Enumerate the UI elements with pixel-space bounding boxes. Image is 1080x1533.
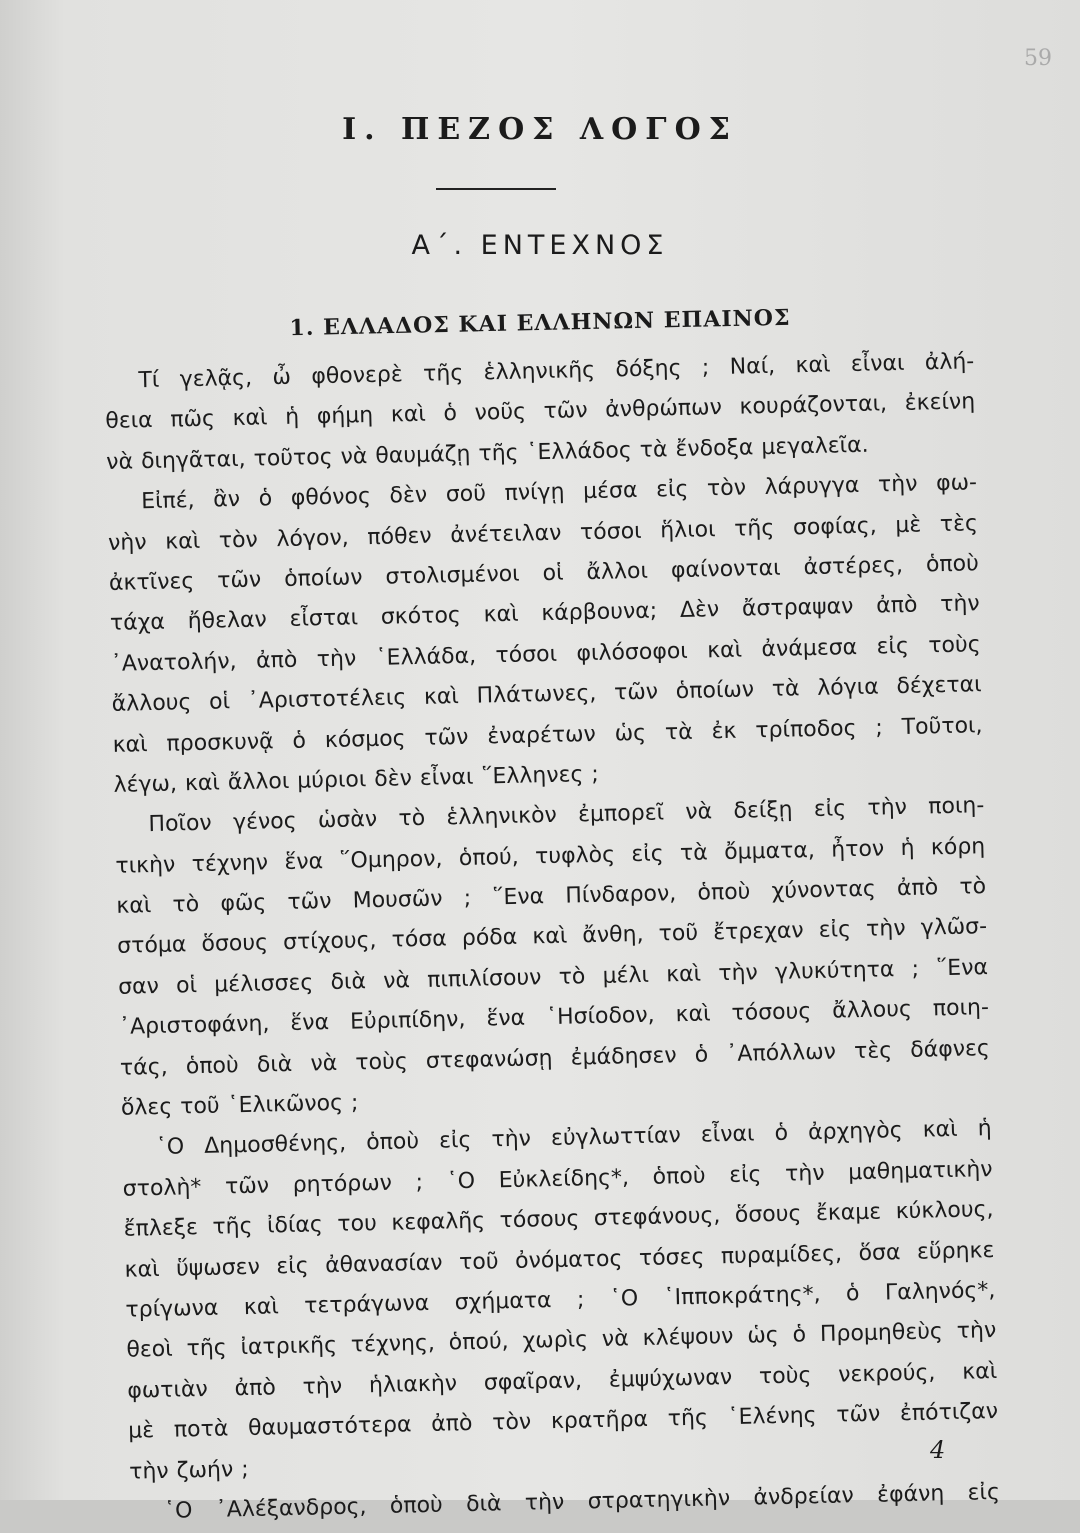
text-line: ἄλλους οἱ ᾿Αριστοτέλεις καὶ Πλάτωνες, τῶν ὁποίων τὰ λόγια δέχεται <box>111 672 982 718</box>
text-line: Ποῖον γένος ὡσὰν τὸ ἑλληνικὸν ἐμπορεῖ νὰ δείξῃ εἰς τὴν ποιη- <box>148 793 985 838</box>
text-line: τὴν ζωήν ; <box>128 1456 249 1485</box>
text-line: νὰ διηγᾶται, τοῦτος νὰ θαυμάζῃ τῆς ῾Ελλάδος τὰ ἔνδοξα μεγαλεῖα. <box>105 432 869 475</box>
text-line: ῾Ο Δημοσθένης, ὁποὺ εἰς τὴν εὐγλωττίαν εἶναι ὁ ἀρχηγὸς καὶ ἡ <box>155 1116 992 1161</box>
text-line: Τί γελᾷς, ὦ φθονερὲ τῆς ἑλληνικῆς δόξης ; Ναί, καὶ εἶναι ἀλή- <box>138 349 975 394</box>
faint-page-number: 59 <box>1024 46 1052 71</box>
text-line: θεοὶ τῆς ἰατρικῆς τέχνης, ὁπού, χωρὶς νὰ κλέψουν ὡς ὁ Προμηθεὺς τὴν <box>126 1318 997 1364</box>
text-line: ᾿Ανατολήν, ἀπὸ τὴν ῾Ελλάδα, τόσοι φιλόσοφοι καὶ ἀνάμεσα εἰς τοὺς <box>110 631 981 677</box>
text-line: Εἰπέ, ἂν ὁ φθόνος δὲν σοῦ πνίγῃ μέσα εἰς τὸν λάρυγγα τὴν φω- <box>140 470 978 515</box>
title-divider <box>436 188 556 190</box>
text-line: τικὴν τέχνην ἕνα ῞Ομηρον, ὁπού, τυφλὸς εἰς τὰ ὄμματα, ἦτον ἡ κόρη <box>115 833 986 879</box>
text-line: λέγω, καὶ ἄλλοι μύριοι δὲν εἶναι ῞Ελληνες ; <box>113 761 600 798</box>
text-line: τάχα ἤθελαν εἶσται σκότος καὶ κάρβουνα; Δὲν ἄστραψαν ἀπὸ τὴν <box>109 591 981 637</box>
folio-mark: 4 <box>930 1436 946 1464</box>
text-line: ῾Ο ᾿Αλέξανδρος, ὁποὺ διὰ τὴν στρατηγικὴν ἀνδρείαν ἐφάνη εἰς <box>163 1479 1001 1524</box>
text-line: ἀκτῖνες τῶν ὁποίων στολισμένοι οἱ ἄλλοι φαίνονται ἀστέρες, ὁποὺ <box>108 551 980 596</box>
section-title: Α΄. ΕΝΤΕΧΝΟΣ <box>411 230 669 261</box>
text-line: καὶ ὕψωσεν εἰς ἀθανασίαν τοῦ ὀνόματος τόσες πυραμίδες, ὅσα εὕρηκε <box>124 1237 995 1283</box>
text-line: θεια πῶς καὶ ἡ φήμη καὶ ὁ νοῦς τῶν ἀνθρώπων κουράζονται, ἐκείνη <box>105 389 976 435</box>
text-line: ἔπλεξε τῆς ἰδίας του κεφαλῆς τόσους στεφάνους, ὅσους ἔκαμε κύκλους, <box>123 1197 994 1242</box>
text-line: καὶ τὸ φῶς τῶν Μουσῶν ; ῞Ενα Πίνδαρον, ὁποὺ χύνοντας ἀπὸ τὸ <box>116 874 987 919</box>
text-line: καὶ προσκυνᾷ ὁ κόσμος τῶν ἐναρέτων ὡς τὰ ἐκ τρίποδος ; Τοῦτοι, <box>112 712 983 758</box>
body-text <box>104 342 1000 1533</box>
text-line: σαν οἱ μέλισσες διὰ νὰ πιπιλίσουν τὸ μέλι καὶ τὴν γλυκύτητα ; ῞Ενα <box>117 954 989 1000</box>
text-line: ὅλες τοῦ ῾Ελικῶνος ; <box>120 1090 359 1121</box>
text-line: μὲ ποτὰ θαυμαστότερα ἀπὸ τὸν κρατῆρα τῆς ῾Ελένης τῶν ἐπότιζαν <box>127 1399 999 1444</box>
text-line: ᾿Αριστοφάνη, ἕνα Εὐριπίδην, ἕνα ῾Ησίοδον, καὶ τόσους ἄλλους ποιη- <box>118 995 990 1041</box>
text-line: τρίγωνα καὶ τετράγωνα σχήματα ; ῾Ο ῾Ιπποκράτης*, ὁ Γαληνός*, <box>125 1278 996 1323</box>
text-line: φωτιὰν ἀπὸ τὴν ἡλιακὴν σφαῖραν, ἐμψύχωναν τοὺς νεκρούς, καὶ <box>127 1358 998 1404</box>
text-line: τάς, ὁποὺ διὰ νὰ τοὺς στεφανώσῃ ἐμάδησεν ὁ ᾿Απόλλων τὲς δάφνες <box>119 1035 991 1081</box>
text-line: νὴν καὶ τὸν λόγον, πόθεν ἀνέτειλαν τόσοι ἥλιοι τῆς σοφίας, μὲ τὲς <box>107 510 979 556</box>
text-line: στόμα ὅσους στίχους, τόσα ρόδα καὶ ἄνθη, τοῦ ἔτρεχαν εἰς τὴν γλῶσ- <box>116 914 988 960</box>
part-title: I. ΠΕΖΟΣ ΛΟΓΟΣ <box>342 112 738 147</box>
chapter-title: 1. ΕΛΛΑΔΟΣ ΚΑΙ ΕΛΛΗΝΩΝ ΕΠΑΙΝΟΣ <box>289 304 791 342</box>
text-line: στολὴ* τῶν ρητόρων ; ῾Ο Εὐκλείδης*, ὁποὺ εἰς τὴν μαθηματικὴν <box>122 1156 993 1202</box>
